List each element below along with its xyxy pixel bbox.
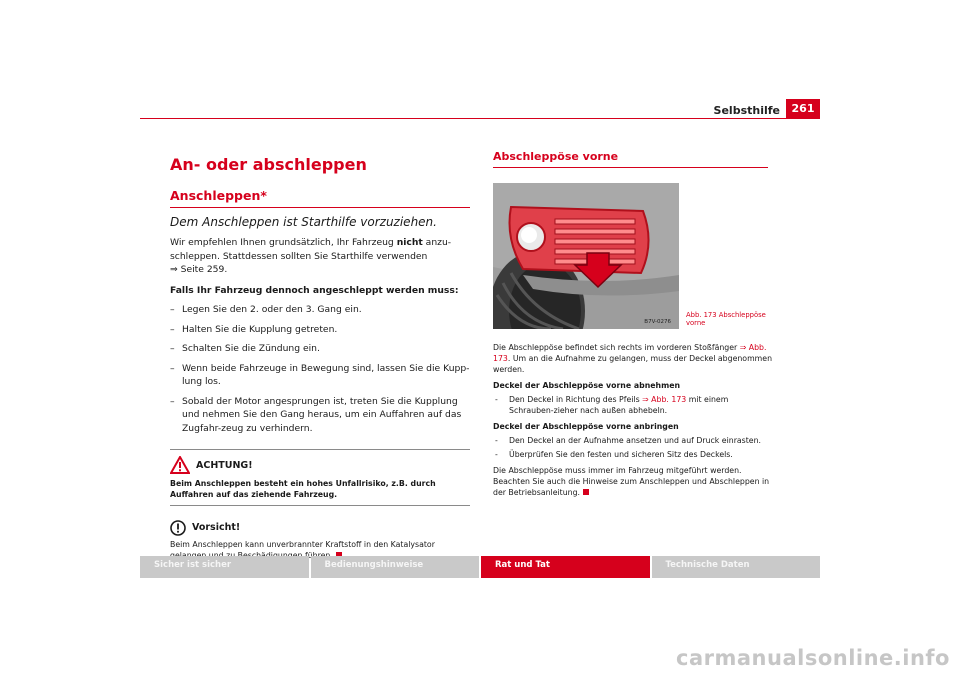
page-reference-link[interactable]: ⇒ Seite 259. — [170, 264, 228, 275]
list-item: – Sobald der Motor angesprungen ist, treten Sie die Kupplung und nehmen Sie den Gang heraus, um ein Auffahren auf das Zugfahr-zeug zu verhindern. — [170, 395, 462, 434]
paragraph: Die Abschleppöse muss immer im Fahrzeug mitgeführt werden. Beachten Sie auch die Hinweise zum Anschleppen und Abschleppen in der Betriebsanleitung. — [493, 466, 770, 497]
figure-code: B7V-0276 — [644, 319, 671, 325]
list-item: - Den Deckel in Richtung des Pfeils ⇒ Abb. 173 mit einem Schrauben-zieher nach außen abhebeln. — [495, 395, 729, 415]
bumper-illustration — [493, 183, 679, 329]
intro-paragraph: Wir empfehlen Ihnen grundsätzlich, Ihr Fahrzeug nicht anzu-schleppen. Stattdessen sollten Sie Starthilfe verwenden ⇒ Seite 259. — [170, 237, 452, 275]
subsection-title: Abschleppöse vorne — [493, 150, 619, 163]
footer-tabs — [140, 556, 820, 578]
subsection-rule — [170, 207, 470, 208]
right-column-heading — [493, 150, 768, 168]
subsection-rule — [493, 167, 768, 168]
list-item: – Halten Sie die Kupplung getreten. — [170, 323, 338, 335]
header-rule — [140, 118, 820, 119]
right-column-text — [493, 342, 773, 498]
watermark: carmanualsonline.info — [676, 646, 950, 670]
paragraph: Die Abschleppöse befindet sich rechts im vorderen Stoßfänger ⇒ Abb. 173. Um an die Aufnahme zu gelangen, muss der Deckel abgenommen werden. — [493, 343, 773, 374]
figure-reference-link[interactable]: ⇒ Abb. 173 — [493, 343, 767, 363]
warning-text: Beim Anschleppen besteht ein hohes Unfallrisiko, z.B. durch Auffahren auf das ziehende Fahrzeug. — [170, 479, 436, 499]
left-column — [170, 140, 470, 561]
warning-box — [170, 449, 470, 506]
list-item: – Wenn beide Fahrzeuge in Bewegung sind, lassen Sie die Kupp-lung los. — [170, 362, 470, 387]
warning-triangle-icon — [170, 456, 190, 474]
warning-title: ACHTUNG! — [196, 459, 253, 471]
figure-reference-link[interactable]: ⇒ Abb. 173 — [642, 395, 687, 404]
tab-technische-daten[interactable]: Technische Daten — [652, 556, 821, 578]
step-heading: Deckel der Abschleppöse vorne abnehmen — [493, 381, 681, 390]
figure-caption: Abb. 173 Abschleppöse vorne — [686, 311, 766, 327]
tab-rat-und-tat[interactable]: Rat und Tat — [481, 556, 650, 578]
section-title: An- oder abschleppen — [170, 155, 367, 174]
list-item: - Den Deckel an der Aufnahme ansetzen und auf Druck einrasten. — [495, 436, 762, 445]
caution-note — [170, 519, 470, 561]
lead-text: Dem Anschleppen ist Starthilfe vorzuziehen. — [170, 215, 437, 229]
list-item: – Schalten Sie die Zündung ein. — [170, 343, 320, 354]
tab-sicher-ist-sicher[interactable]: Sicher ist sicher — [140, 556, 309, 578]
page-number: 261 — [786, 99, 820, 119]
caution-title: Vorsicht! — [192, 522, 241, 533]
steps-heading: Falls Ihr Fahrzeug dennoch angeschleppt werden muss: — [170, 284, 459, 296]
caution-exclamation-icon — [170, 520, 186, 536]
running-header: Selbsthilfe — [713, 104, 780, 117]
list-item: – Legen Sie den 2. oder den 3. Gang ein. — [170, 304, 362, 315]
list-item: - Überprüfen Sie den festen und sicheren Sitz des Deckels. — [495, 450, 733, 459]
caution-text: Beim Anschleppen kann unverbrannter Kraftstoff in den Katalysator — [170, 539, 470, 561]
subsection-title: Anschleppen* — [170, 188, 267, 203]
tow-eye-figure — [493, 183, 679, 329]
tab-bedienungshinweise[interactable]: Bedienungshinweise — [311, 556, 480, 578]
step-heading: Deckel der Abschleppöse vorne anbringen — [493, 422, 679, 431]
end-marker-icon — [583, 489, 589, 495]
